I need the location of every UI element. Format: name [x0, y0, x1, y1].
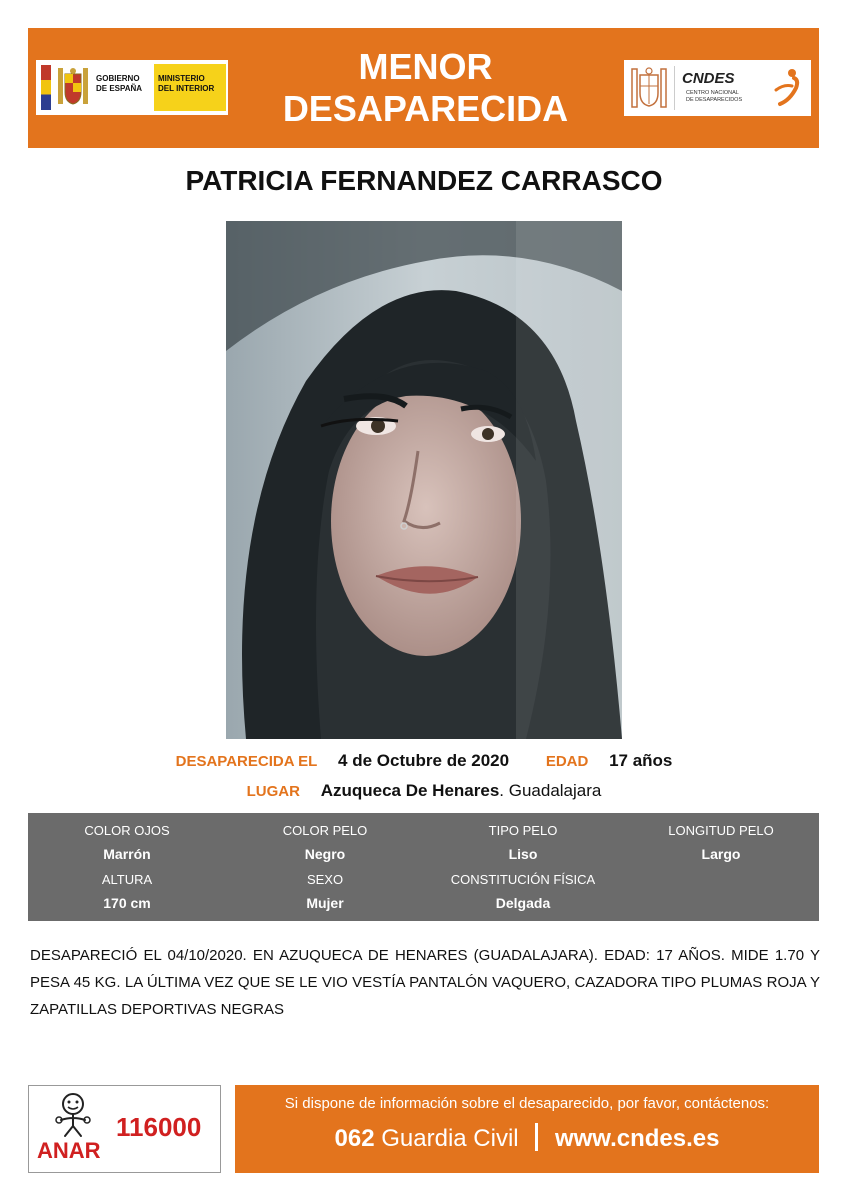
location-summary — [0, 781, 848, 801]
footer — [28, 1085, 819, 1173]
runner-icon — [772, 66, 806, 110]
contact-text: Si dispone de información sobre el desaparecido, por favor, contáctenos: — [284, 1095, 770, 1112]
feature-build: CONSTITUCIÓN FÍSICA Delgada — [450, 872, 596, 911]
cndes-subtitle: CENTRO NACIONAL DE DESAPARECIDOS — [686, 90, 743, 103]
page-title: MENOR DESAPARECIDA — [282, 46, 569, 129]
website-link[interactable]: www.cndes.es — [554, 1125, 720, 1152]
phone-number[interactable]: 062 — [334, 1125, 375, 1152]
cndes-logo — [624, 60, 811, 116]
case-description: DESAPARECIÓ EL 04/10/2020. EN AZUQUECA DE HENARES (GUADALAJARA). EDAD: 17 AÑOS. MIDE 1.70 Y PESA 45 KG. LA ÚLTIMA VEZ QUE SE LE VIO VESTÍA PANTALÓN VAQUERO, CAZADORA TIPO PLUMAS ROJA Y ZAPATILLAS DEPORTIVAS NEGRAS — [30, 947, 820, 1018]
anar-logo — [28, 1085, 221, 1173]
ministerio-block — [154, 64, 226, 111]
age-label: EDAD — [545, 753, 589, 770]
age-value: 17 años — [609, 751, 673, 770]
contact-panel — [235, 1085, 819, 1173]
missing-date: 4 de Octubre de 2020 — [338, 751, 510, 770]
coat-of-arms-icon — [56, 66, 90, 108]
place-town: Azuqueca De Henares — [320, 781, 500, 800]
feature-sex: SEXO Mujer — [306, 872, 344, 911]
anar-phone-number: 116000 — [116, 1112, 202, 1142]
gobierno-text: GOBIERNO DE ESPAÑA — [96, 74, 143, 93]
cndes-wordmark: CNDES — [682, 70, 735, 87]
place-province: . Guadalajara — [499, 781, 602, 800]
physical-features-panel — [28, 813, 819, 921]
divider — [535, 1123, 538, 1151]
person-photo — [226, 221, 622, 739]
ministerio-text: MINISTERIO DEL INTERIOR — [158, 74, 215, 93]
person-name: PATRICIA FERNANDEZ CARRASCO — [185, 165, 663, 196]
spain-flag-icon — [41, 65, 51, 110]
place-label: LUGAR — [246, 783, 300, 800]
phone-label: Guardia Civil — [381, 1125, 519, 1152]
missing-summary — [0, 751, 848, 771]
feature-hair-type: TIPO PELO Liso — [488, 823, 558, 862]
feature-hair-color: COLOR PELO Negro — [282, 823, 368, 862]
feature-height: ALTURA 170 cm — [101, 872, 153, 911]
missing-date-label: DESAPARECIDA EL — [175, 753, 318, 770]
feature-eye-color: COLOR OJOS Marrón — [84, 823, 170, 862]
child-face-icon — [51, 1092, 115, 1140]
anar-name: ANAR — [37, 1138, 101, 1163]
logo-divider — [674, 66, 675, 110]
coat-of-arms-icon — [630, 66, 668, 110]
contact-details — [235, 1123, 819, 1153]
header-banner — [28, 28, 819, 148]
gobierno-logo — [36, 60, 228, 115]
feature-hair-length: LONGITUD PELO Largo — [668, 823, 774, 862]
